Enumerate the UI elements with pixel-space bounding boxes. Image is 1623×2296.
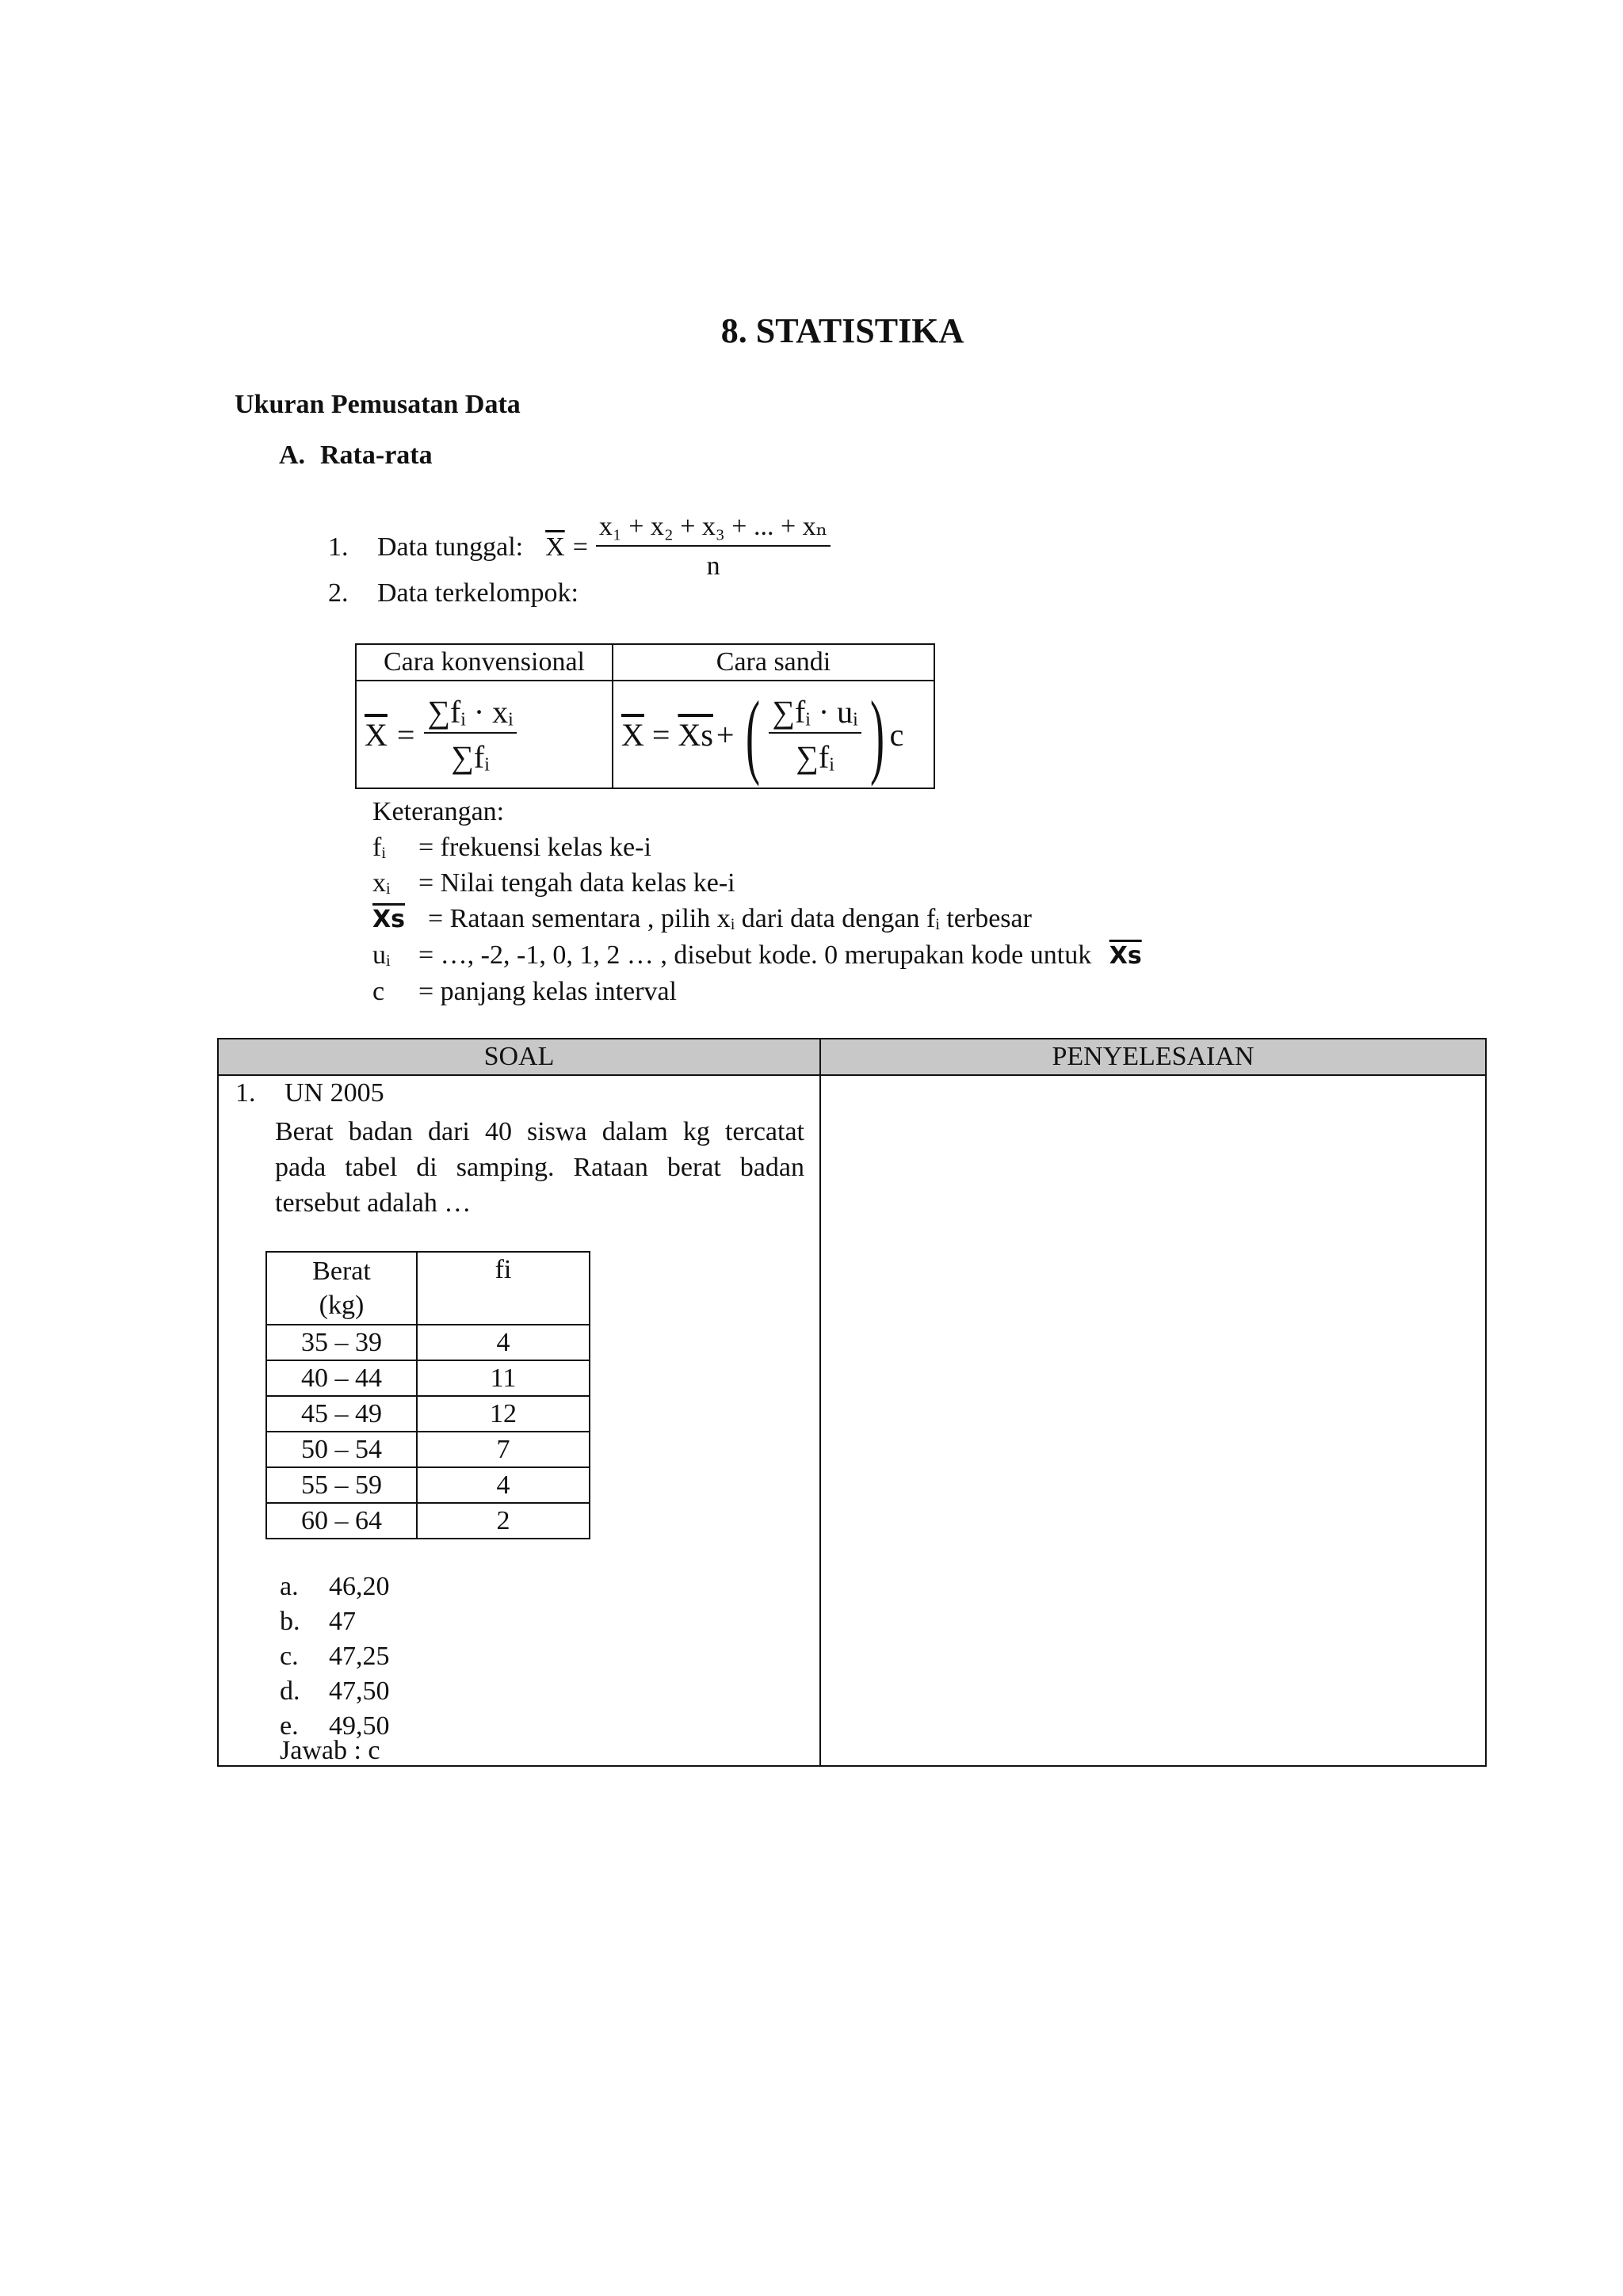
data-header-berat [266,1252,417,1325]
keterangan [372,794,1142,1009]
formula-lhs: $\overline{X}$ [545,532,565,562]
cell-berat: 40 – 44 [266,1360,417,1396]
question-line: Berat badan dari 40 siswa dalam kg tercatat [275,1117,804,1146]
keterangan-key: c [372,977,385,1006]
question-source: UN 2005 [285,1078,384,1108]
formula-numerator: ∑fᵢ · uᵢ [769,693,861,734]
keterangan-text: = Nilai tengah data kelas ke-i [418,868,735,898]
option-a: a. 46,20 [280,1572,390,1601]
formula-c: c [889,716,904,753]
formula-denominator: ∑fᵢ [451,739,490,775]
table-row [266,1396,590,1432]
table-row [266,1503,590,1539]
cell-fi: 7 [417,1432,590,1467]
keterangan-key: xᵢ [372,868,391,898]
cell-fi: 11 [417,1360,590,1396]
keterangan-row [372,974,1142,1009]
keterangan-key: $\overline{Xs}$ [372,906,405,933]
formula-fraction [596,510,831,582]
penyelesaian-cell [820,1075,1486,1766]
data-table [265,1251,590,1539]
option-d: d. 47,50 [280,1676,390,1706]
formula-xs: $\overline{Xs}$ [678,716,713,753]
page-title: 8. STATISTIKA [720,311,964,350]
formula-table [355,643,935,789]
cell-fi: 2 [417,1503,590,1539]
keterangan-text: = frekuensi kelas ke-i [418,833,651,862]
subsection-text: Rata-rata [320,441,433,470]
formula-denominator: ∑fᵢ [796,739,834,775]
section-heading: Ukuran Pemusatan Data [235,390,521,419]
soal-cell [218,1075,820,1766]
keterangan-text: = Rataan sementara , pilih xᵢ dari data dengan fᵢ terbesar [428,904,1032,933]
table-row [266,1432,590,1467]
table-row [266,1325,590,1360]
table-row [266,1360,590,1396]
cell-berat: 60 – 64 [266,1503,417,1539]
header-text: Berat [312,1257,371,1286]
keterangan-text: = …, -2, -1, 0, 1, 2 … , disebut kode. 0 merupakan kode untuk [418,940,1092,970]
paren-open: ( [746,681,761,787]
keterangan-title: Keterangan: [372,797,505,826]
item-text: Data terkelompok: [377,578,579,608]
formula-eq: = [572,532,588,562]
subsection-heading [279,441,433,471]
paren-close: ) [869,681,884,787]
formula-data-tunggal [545,512,831,583]
keterangan-key: fᵢ [372,833,386,862]
answer-options [280,1569,390,1744]
cell-fi: 12 [417,1396,590,1432]
soal-table [217,1038,1487,1767]
formula-lhs: $\overline{X}$ [621,716,644,753]
header-sandi: Cara sandi [613,644,934,681]
formula-numerator: x₁ + x₂ + x₃ + ... + xₙ [596,510,831,547]
keterangan-row [372,901,1142,937]
cell-berat: 50 – 54 [266,1432,417,1467]
keterangan-row [372,937,1142,974]
option-e: e. 49,50 [280,1711,390,1741]
formula-plus: + [716,716,735,753]
subsection-label: A. [279,441,306,470]
question-text [275,1114,804,1221]
header-konvensional: Cara konvensional [356,644,613,681]
item-number: 1. [328,532,349,562]
cell-berat: 45 – 49 [266,1396,417,1432]
formula-denominator: n [706,551,720,581]
table-row [266,1467,590,1503]
cell-fi: 4 [417,1325,590,1360]
formula-eq: = [651,716,670,753]
question-number: 1. [235,1078,256,1108]
header-penyelesaian: PENYELESAIAN [820,1039,1486,1075]
keterangan-text: = panjang kelas interval [418,977,678,1006]
formula-fraction [424,693,516,776]
formula-konvensional [356,681,613,788]
header-unit: (kg) [319,1291,365,1320]
option-c: c. 47,25 [280,1642,390,1671]
cell-fi: 4 [417,1467,590,1503]
keterangan-suffix: $\overline{Xs}$ [1109,942,1142,970]
formula-lhs: $\overline{X}$ [365,716,388,753]
item-data-terkelompok [328,578,579,608]
formula-fraction [769,693,861,776]
question-header [235,1078,384,1108]
question-line: tersebut adalah … [275,1188,472,1218]
cell-berat: 55 – 59 [266,1467,417,1503]
answer-key: Jawab : c [280,1736,380,1765]
cell-berat: 35 – 39 [266,1325,417,1360]
header-soal: SOAL [218,1039,820,1075]
formula-sandi [613,681,934,788]
option-b: b. 47 [280,1607,356,1636]
data-header-fi: fi [417,1252,590,1325]
keterangan-row [372,830,1142,865]
item-data-tunggal [328,512,831,583]
question-line: pada tabel di samping. Rataan berat badan [275,1153,804,1182]
formula-eq: = [396,716,415,753]
keterangan-key: uᵢ [372,940,391,970]
formula-numerator: ∑fᵢ · xᵢ [424,693,516,734]
item-number: 2. [328,578,349,608]
item-text: Data tunggal: [377,532,524,562]
keterangan-row [372,865,1142,901]
